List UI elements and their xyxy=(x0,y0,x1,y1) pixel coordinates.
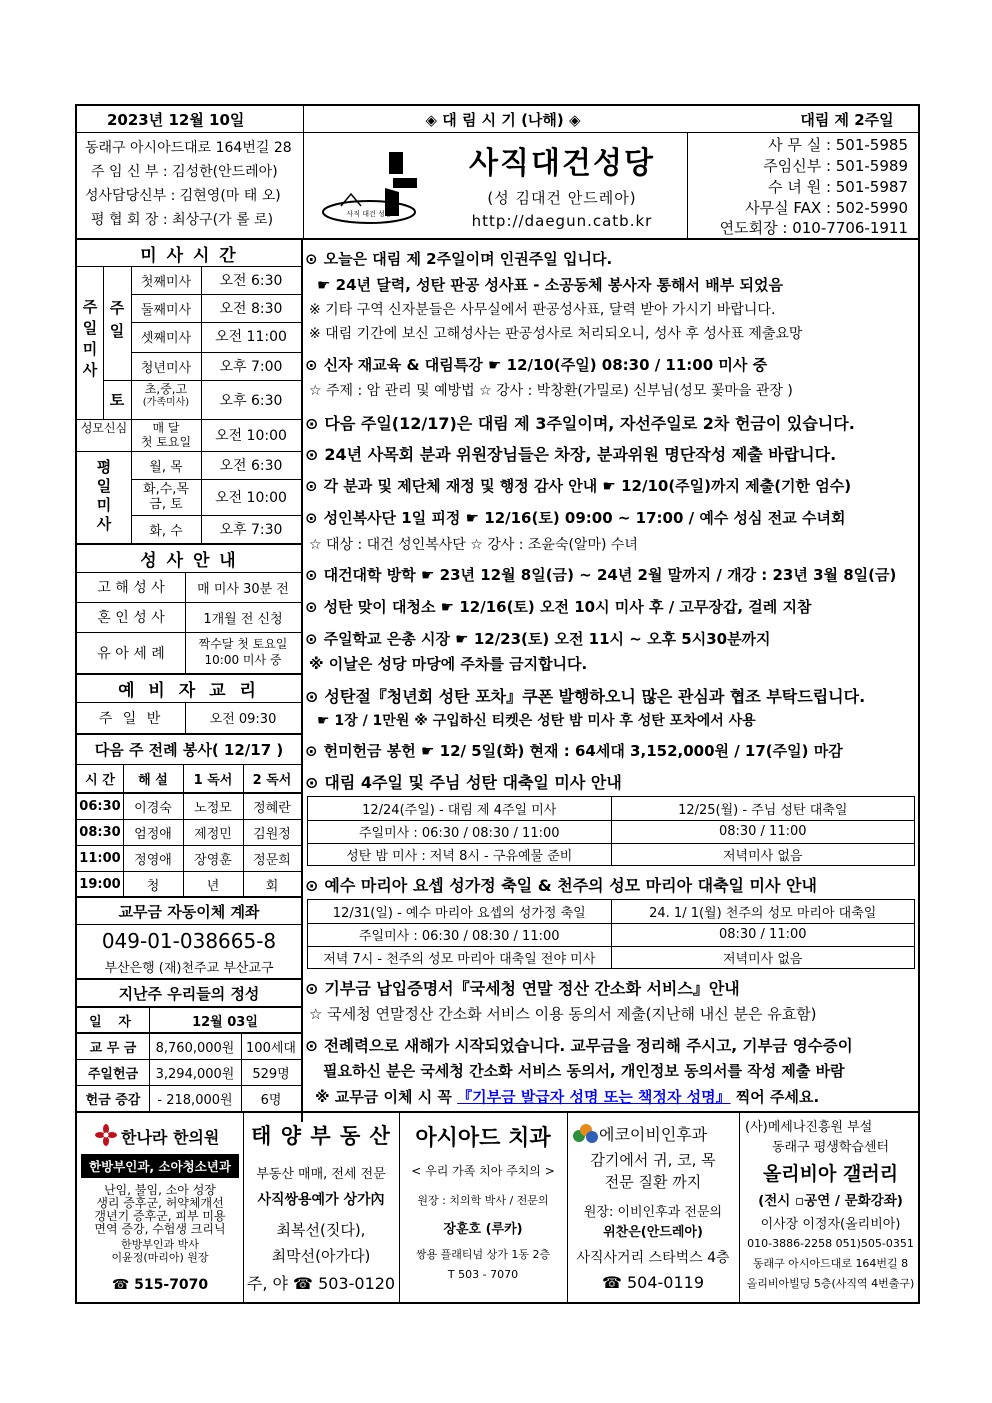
ad-line: 쌍용 플래티넘 상가 1동 2층 xyxy=(415,1248,551,1261)
table-cell: 12/31(일) - 예수 마리아 요셉의 성가정 축일 xyxy=(332,906,586,921)
ad-line: 동래구 아시아드대로 164번길 8 xyxy=(752,1257,909,1270)
sacrament-info: 짝수달 첫 토요일 xyxy=(198,637,288,651)
table-cell: 주일미사 : 06:30 / 08:30 / 11:00 xyxy=(358,929,560,944)
church-name: 사직대건성당 xyxy=(469,146,655,181)
office-phone: 사 무 실 : 501-5985 xyxy=(768,136,908,154)
offering-amount: 3,294,000원 xyxy=(155,1067,235,1082)
liturgy-person: 장영훈 xyxy=(194,853,232,868)
notice-8: ⊙ 성탄 맞이 대청소 ☛ 12/16(토) 오전 10시 미사 후 / 고무장갑, 걸레 지참 xyxy=(305,598,812,616)
account-number: 049-01-038665-8 xyxy=(101,929,277,953)
notice-1c: ※ 대림 기간에 보신 고해성사는 판공성사로 처리되오니, 성사 후 성사표 제출요망 xyxy=(309,326,803,342)
mass-name: 둘째미사 xyxy=(140,302,192,318)
ad-line: 최복선(짓다), xyxy=(276,1220,366,1239)
offering-date-label: 일 자 xyxy=(89,1014,137,1030)
liturgy-person: 청 xyxy=(146,878,160,894)
notice-1: ⊙ 오늘은 대림 제 2주일이며 인권주일 입니다. xyxy=(305,250,613,268)
liturgy-time: 08:30 xyxy=(79,825,121,840)
notice-12: ⊙ 대림 4주일 및 주님 성탄 대축일 미사 안내 xyxy=(305,773,622,792)
ad-line: (사)메세나진흥원 부설 xyxy=(745,1119,873,1135)
offering-item: 교 무 금 xyxy=(89,1040,137,1056)
ad-line: 면역 증강, 수험생 크리닉 xyxy=(94,1222,226,1236)
sacraments-title: 성 사 안 내 xyxy=(140,550,238,571)
offering-count: 529명 xyxy=(252,1067,290,1082)
ad-clinic-tag: 한방부인과, 소아청소년과 xyxy=(81,1154,239,1178)
table-cell: 저녁미사 없음 xyxy=(611,843,915,865)
council-president-line: 평 협 회 장 : 최상구(가 롤 로) xyxy=(91,212,274,228)
sacrament-info-sub: 10:00 미사 중 xyxy=(204,653,282,667)
liturgy-service-title: 다음 주 전례 봉사( 12/17 ) xyxy=(94,740,284,759)
ad-phone: 주, 야 ☎ 503-0120 xyxy=(246,1273,396,1293)
funeral-leader-phone: 연도회장 : 010-7706-1911 xyxy=(719,219,908,237)
sacrament-priest-line: 성사담당신부 : 김현영(마 태 오) xyxy=(85,188,281,204)
ad-line: 위찬은(안드레아) xyxy=(603,1224,703,1240)
ad-line: 원장: 이비인후과 전문의 xyxy=(583,1204,723,1220)
mass-time: 오전 8:30 xyxy=(219,301,283,317)
table-cell: 성탄 밤 미사 : 저녁 8시 - 구유예물 준비 xyxy=(346,848,573,864)
liturgy-person: 이경숙 xyxy=(134,801,172,816)
ad-ent-name: 에코이비인후과 xyxy=(599,1124,708,1144)
sacrament-info: 매 미사 30분 전 xyxy=(197,581,289,597)
newyear-mass-table xyxy=(307,899,915,969)
mass-name: 청년미사 xyxy=(140,360,192,376)
pastor-line: 주 임 신 부 : 김성한(안드레아) xyxy=(91,164,278,180)
liturgy-header: 2 독서 xyxy=(252,772,292,788)
mass-time: 오전 6:30 xyxy=(219,273,283,289)
liturgy-time: 19:00 xyxy=(79,876,121,892)
mass-name: 월, 목 xyxy=(149,459,183,475)
mass-name: 화,수,목 xyxy=(143,482,189,497)
sacrament-name: 혼 인 성 사 xyxy=(97,610,165,626)
mass-time: 오전 6:30 xyxy=(219,458,283,474)
liturgy-header: 해 설 xyxy=(138,772,168,788)
notice-7: ⊙ 대건대학 방학 ☛ 23년 12월 8일(금) ~ 24년 2월 말까지 / 개강 : 23년 3월 8일(금) xyxy=(305,566,897,584)
church-website-link[interactable]: http://daegun.catb.kr xyxy=(471,212,653,230)
bulletin-page xyxy=(75,104,920,1304)
transfer-title: 교무금 자동이체 계좌 xyxy=(118,902,260,921)
catechumen-title: 예 비 자 교 리 xyxy=(118,680,260,701)
notice-2: ⊙ 신자 재교육 & 대림특강 ☛ 12/10(주일) 08:30 / 11:00 미사 중 xyxy=(305,356,768,374)
notice-13: ⊙ 예수 마리아 요셉 성가정 축일 & 천주의 성모 마리아 대축일 미사 안내 xyxy=(305,876,817,895)
table-cell: 저녁 7시 - 천주의 성모 마리아 대축일 전야 미사 xyxy=(323,951,596,967)
ad-line: 원장 : 치의학 박사 / 전문의 xyxy=(417,1194,549,1207)
notice-2a: ☆ 주제 : 암 관리 및 예방법 ☆ 강사 : 박창환(가밀로) 신부님(성모 꽃마을 관장 ) xyxy=(309,383,793,399)
offering-amount: 8,760,000원 xyxy=(155,1040,235,1056)
sacrament-name: 유 아 세 례 xyxy=(97,645,165,662)
mass-time: 오전 11:00 xyxy=(215,329,287,345)
table-cell: 08:30 / 11:00 xyxy=(611,820,915,843)
pastor-phone: 주임신부 : 501-5989 xyxy=(763,157,908,175)
liturgical-season: ◈ 대 림 시 기 (나해) ◈ xyxy=(425,110,581,129)
bank-name: 부산은행 (재)천주교 부산교구 xyxy=(104,960,274,976)
ad-phone: 010-3886-2258 051)505-0351 xyxy=(747,1236,914,1250)
mass-name: 매 달 xyxy=(152,421,180,435)
mass-time: 오전 10:00 xyxy=(215,428,287,444)
notice-4: ⊙ 24년 사목회 분과 위원장님들은 차장, 분과위원 명단작성 제출 바랍니다. xyxy=(305,445,837,464)
liturgy-time: 06:30 xyxy=(79,799,121,814)
notice-6a: ☆ 대상 : 대건 성인복사단 ☆ 강사 : 조윤숙(알마) 수녀 xyxy=(309,537,638,553)
table-cell: 08:30 / 11:00 xyxy=(611,923,915,946)
mass-name: 첫째미사 xyxy=(140,274,192,290)
offering-title: 지난주 우리들의 정성 xyxy=(118,984,260,1003)
table-cell: 주일미사 : 06:30 / 08:30 / 11:00 xyxy=(358,826,560,841)
offering-count: 6명 xyxy=(260,1093,282,1108)
offering-amount: - 218,000원 xyxy=(157,1093,233,1108)
ad-clinic-name: 한나라 한의원 xyxy=(121,1127,220,1147)
ad-line: < 우리 가족 치아 주치의 > xyxy=(411,1163,555,1178)
notice-5: ⊙ 각 분과 및 제단체 재정 및 행정 감사 안내 ☛ 12/10(주일)까지 제출(기한 엄수) xyxy=(305,477,852,495)
notice-10a: ☛ 1장 / 1만원 ※ 구입하신 티켓은 성탄 밤 미사 후 성탄 포차에서 사용 xyxy=(317,713,756,729)
ad-line: 생리 증후군, 허약체개선 xyxy=(96,1196,224,1210)
logo-text: 사직 대건 성당 xyxy=(346,210,392,218)
ad-phone: T 503 - 7070 xyxy=(447,1267,519,1281)
mass-time: 오전 10:00 xyxy=(215,490,287,506)
ad-realty-name: 태 양 부 동 산 xyxy=(251,1124,391,1148)
liturgy-person: 정영애 xyxy=(134,853,172,868)
flower-icon xyxy=(95,1124,117,1146)
ad-line: 전문 질환 까지 xyxy=(604,1172,702,1191)
weekday-mass-label: 평일미사 xyxy=(94,459,113,535)
ad-line: 장훈호 (루카) xyxy=(443,1221,523,1237)
liturgy-person: 제정민 xyxy=(194,827,232,842)
ad-line: 올리비아빌딩 5층(사직역 4번출구) xyxy=(746,1277,915,1290)
ad-line: 감기에서 귀, 코, 목 xyxy=(590,1150,716,1169)
mass-time: 오후 7:00 xyxy=(219,359,283,375)
christmas-mass-table xyxy=(307,796,915,866)
ad-line: 사직사거리 스타벅스 4층 xyxy=(576,1250,730,1266)
saturday-label: 토 xyxy=(109,391,125,409)
ad-line: 한방부인과 박사 xyxy=(121,1238,199,1251)
liturgy-time: 11:00 xyxy=(79,851,121,866)
sacrament-info: 1개월 전 신청 xyxy=(203,611,283,627)
ad-line: 부동산 매매, 전세 전문 xyxy=(256,1166,386,1182)
liturgy-person: 노정모 xyxy=(194,801,232,816)
notice-10: ⊙ 성탄절『청년회 성탄 포차』쿠폰 발행하오니 많은 관심과 협조 부탁드립니다. xyxy=(305,687,866,706)
mass-name-sub: 첫 토요일 xyxy=(140,435,192,449)
ad-line: (전시 ▫공연 / 문화강좌) xyxy=(758,1193,903,1209)
notice-9a: ※ 이날은 성당 마당에 주차를 금지합니다. xyxy=(309,655,588,673)
notice-1b: ※ 기타 구역 신자분들은 사무실에서 판공성사표, 달력 받아 가시기 바랍니다. xyxy=(309,302,776,318)
liturgical-week: 대림 제 2주일 xyxy=(800,110,894,129)
ad-line: 사직쌍용예가 상가內 xyxy=(257,1192,385,1208)
mass-time: 오후 6:30 xyxy=(219,392,283,409)
convent-phone: 수 녀 원 : 501-5987 xyxy=(768,178,908,196)
offering-item: 헌금 증감 xyxy=(85,1093,141,1108)
mass-name-sub: (가족미사) xyxy=(142,397,190,408)
sunday-mass-label: 주일미사 xyxy=(80,299,99,383)
notice-14: ⊙ 기부금 납입증명서『국세청 연말 정산 간소화 서비스』안내 xyxy=(305,979,740,998)
catechumen-class: 주 일 반 xyxy=(98,710,164,727)
offering-count: 100세대 xyxy=(246,1040,296,1056)
notice-1a: ☛ 24년 달력, 성탄 판공 성사표 - 소공동체 봉사자 통해서 배부 되었음 xyxy=(317,276,783,294)
church-logo-icon xyxy=(315,142,433,232)
mass-time: 오후 7:30 xyxy=(219,522,283,538)
mass-schedule-title: 미 사 시 간 xyxy=(140,245,238,266)
ad-line: 갱년기 증후군, 피부 미용 xyxy=(94,1209,226,1223)
liturgy-person: 회 xyxy=(265,878,279,894)
bulletin-date: 2023년 12월 10일 xyxy=(107,110,245,129)
catechumen-time: 오전 09:30 xyxy=(209,712,277,727)
ad-line: 난임, 불임, 소아 성장 xyxy=(104,1183,216,1197)
liturgy-header: 시 간 xyxy=(85,772,115,788)
notice-15b: ※ 교무금 이체 시 꼭 『기부금 발급자 성명 또는 책정자 성명』 찍어 주세요. xyxy=(315,1088,820,1106)
ad-line: 이윤정(마리아) 원장 xyxy=(111,1251,209,1264)
liturgy-person: 년 xyxy=(206,878,220,894)
mass-name: 셋째미사 xyxy=(140,330,192,346)
ad-line: 이사장 이정자(올리비아) xyxy=(760,1216,901,1232)
mass-name: 화, 수 xyxy=(149,523,183,539)
church-patron: (성 김대건 안드레아) xyxy=(487,188,637,207)
notice-3: ⊙ 다음 주일(12/17)은 대림 제 3주일이며, 자선주일로 2차 헌금이 있습니다. xyxy=(305,414,855,433)
liturgy-header: 1 독서 xyxy=(193,772,233,788)
table-cell: 저녁미사 없음 xyxy=(611,946,915,968)
marian-devotion-label: 성모신심 xyxy=(80,421,128,435)
notice-15: ⊙ 전례력으로 새해가 시작되었습니다. 교무금을 정리해 주시고, 기부금 영수증이 xyxy=(305,1037,853,1055)
mass-name: 초,중,고 xyxy=(144,382,188,396)
liturgy-person: 엄정애 xyxy=(134,827,172,842)
notice-11: ⊙ 헌미헌금 봉헌 ☛ 12/ 5일(화) 현재 : 64세대 3,152,000원 / 17(주일) 마감 xyxy=(305,742,843,760)
offering-item: 주일헌금 xyxy=(87,1067,139,1082)
ad-gallery-name: 올리비아 갤러리 xyxy=(762,1162,899,1185)
table-cell: 24. 1/ 1(월) 천주의 성모 마리아 대축일 xyxy=(611,900,915,923)
notice-14a: ☆ 국세청 연말정산 간소화 서비스 이용 동의서 제출(지난해 내신 분은 유효함) xyxy=(309,1005,817,1023)
table-cell: 12/25(월) - 주님 성탄 대축일 xyxy=(611,797,915,820)
office-fax: 사무실 FAX : 502-5990 xyxy=(745,199,908,217)
notice-6: ⊙ 성인복사단 1일 피정 ☛ 12/16(토) 09:00 ~ 17:00 / 예수 성심 전교 수녀회 xyxy=(305,509,846,527)
donor-name-link[interactable]: 『기부금 발급자 성명 또는 책정자 성명』 xyxy=(457,1088,731,1106)
eco-logo-icon xyxy=(571,1122,599,1144)
ad-line: 최막선(아가다) xyxy=(271,1246,371,1265)
ad-phone: ☎ 504-0119 xyxy=(601,1272,705,1292)
ad-phone: ☎ 515-7070 xyxy=(111,1277,209,1293)
sunday-label: 주일 xyxy=(107,300,126,346)
ad-dental-name: 아시아드 치과 xyxy=(415,1125,551,1151)
offering-date: 12월 03일 xyxy=(192,1014,258,1030)
sacrament-name: 고 해 성 사 xyxy=(97,580,165,596)
notice-9: ⊙ 주일학교 은총 시장 ☛ 12/23(토) 오전 11시 ~ 오후 5시30분까지 xyxy=(305,630,771,648)
ad-line: 동래구 평생학습센터 xyxy=(771,1139,890,1155)
notice-15a: 필요하신 분은 국세청 간소화 서비스 동의서, 개인정보 동의서를 작성 제출 바람 xyxy=(323,1062,845,1080)
church-address: 동래구 아시아드대로 164번길 28 xyxy=(85,140,292,156)
liturgy-person: 정혜란 xyxy=(253,801,291,816)
table-cell: 12/24(주일) - 대림 제 4주일 미사 xyxy=(362,803,557,818)
mass-name-sub: 금, 토 xyxy=(149,497,183,512)
liturgy-person: 김원정 xyxy=(253,827,291,842)
liturgy-person: 정문희 xyxy=(253,853,291,868)
